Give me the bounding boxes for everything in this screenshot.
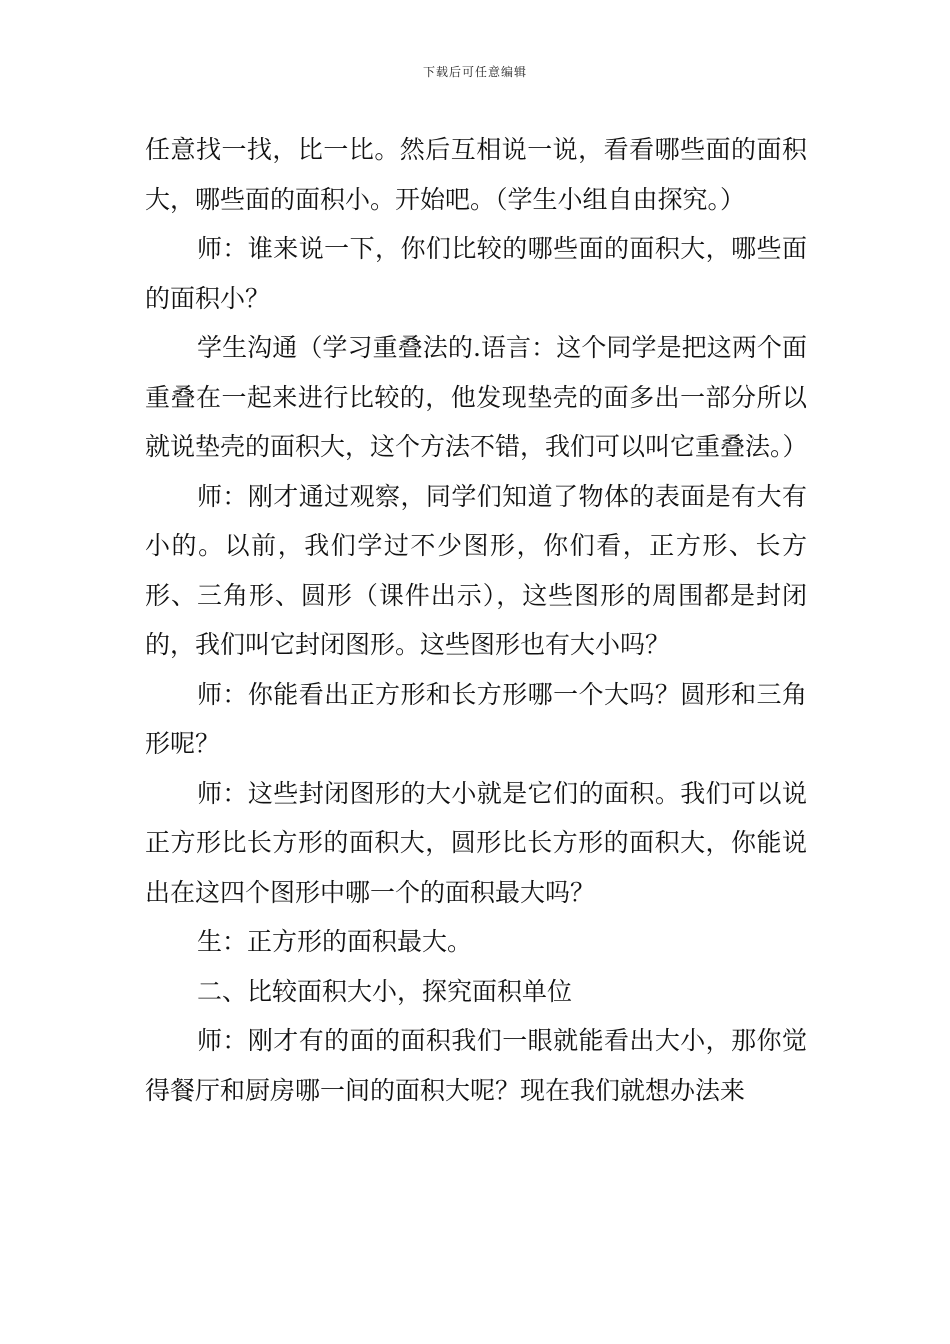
paragraph-7: 生：正方形的面积最大。 bbox=[197, 927, 473, 956]
paragraph-4: 师：刚才通过观察，同学们知道了物体的表面是有大有小的。以前，我们学过不少图形，你们看，正方形、长方形、三角形、圆形（课件出示），这些图形的周围都是封闭的，我们叫它封闭图形。这些图形也有大小吗？ bbox=[145, 481, 807, 659]
paragraph-2: 师：谁来说一下，你们比较的哪些面的面积大，哪些面的面积小？ bbox=[145, 234, 807, 313]
paragraph-9: 师：刚才有的面的面积我们一眼就能看出大小，那你觉得餐厅和厨房哪一间的面积大呢？现在我们就想办法来 bbox=[145, 1026, 807, 1105]
paragraph-5: 师：你能看出正方形和长方形哪一个大吗？圆形和三角形呢？ bbox=[145, 679, 807, 758]
document-body bbox=[145, 125, 807, 1115]
page-header: 下载后可任意编辑 bbox=[422, 65, 527, 79]
paragraph-6: 师：这些封闭图形的大小就是它们的面积。我们可以说正方形比长方形的面积大，圆形比长方形的面积大，你能说出在这四个图形中哪一个的面积最大吗？ bbox=[145, 778, 807, 907]
paragraph-3: 学生沟通（学习重叠法的.语言：这个同学是把这两个面重叠在一起来进行比较的，他发现垫壳的面多出一部分所以就说垫壳的面积大，这个方法不错，我们可以叫它重叠法。） bbox=[145, 333, 808, 461]
paragraph-1: 任意找一找，比一比。然后互相说一说，看看哪些面的面积大，哪些面的面积小。开始吧。（学生小组自由探究。） bbox=[145, 135, 807, 214]
section-heading: 二、比较面积大小，探究面积单位 bbox=[197, 976, 573, 1006]
